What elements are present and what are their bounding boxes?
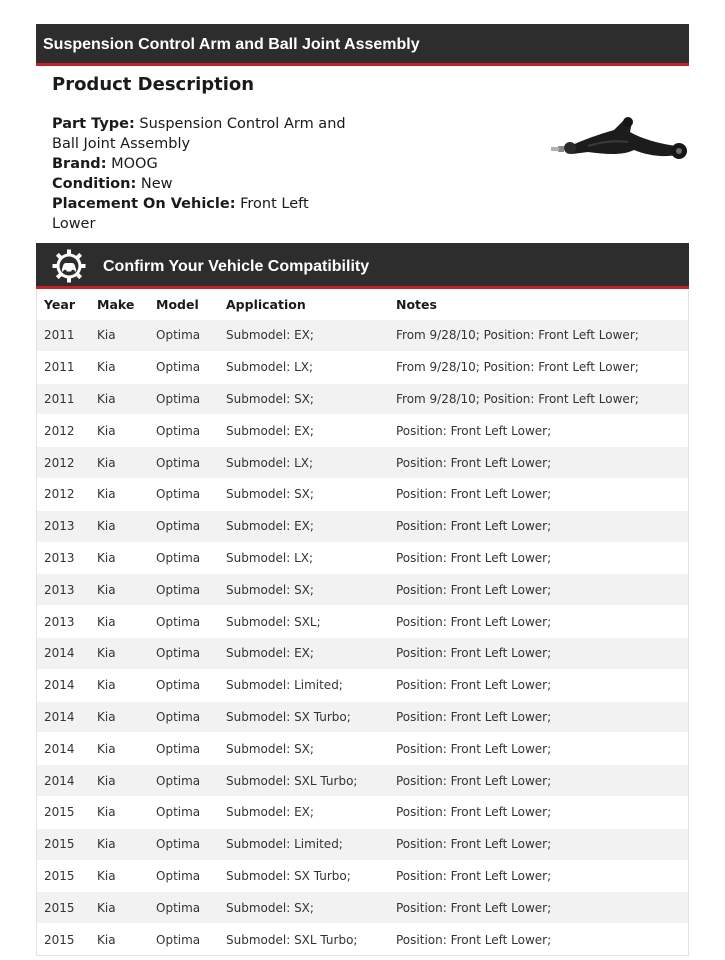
placement-line <box>52 194 352 234</box>
cell-year: 2015 <box>37 860 97 892</box>
description-list <box>52 114 352 234</box>
cell-make: Kia <box>97 383 156 415</box>
condition-label: Condition: <box>52 176 137 192</box>
cell-model: Optima <box>156 447 226 479</box>
cell-make: Kia <box>97 510 156 542</box>
cell-notes: From 9/28/10; Position: Front Left Lower; <box>396 320 688 352</box>
cell-notes: Position: Front Left Lower; <box>396 574 688 606</box>
table-row <box>37 637 688 669</box>
cell-application: Submodel: LX; <box>226 542 396 574</box>
cell-notes: Position: Front Left Lower; <box>396 860 688 892</box>
product-title-bar <box>36 24 689 66</box>
cell-model: Optima <box>156 637 226 669</box>
cell-notes: Position: Front Left Lower; <box>396 510 688 542</box>
cell-year: 2015 <box>37 796 97 828</box>
cell-application: Submodel: SX Turbo; <box>226 701 396 733</box>
product-title: Suspension Control Arm and Ball Joint Assembly <box>43 36 420 53</box>
cell-notes: Position: Front Left Lower; <box>396 796 688 828</box>
control-arm-image <box>548 110 688 174</box>
table-row <box>37 828 688 860</box>
cell-model: Optima <box>156 701 226 733</box>
cell-notes: From 9/28/10; Position: Front Left Lower; <box>396 351 688 383</box>
cell-model: Optima <box>156 669 226 701</box>
cell-year: 2014 <box>37 701 97 733</box>
cell-year: 2013 <box>37 510 97 542</box>
cell-make: Kia <box>97 574 156 606</box>
cell-year: 2014 <box>37 669 97 701</box>
col-application: Application <box>226 296 306 312</box>
col-model: Model <box>156 296 199 312</box>
cell-notes: Position: Front Left Lower; <box>396 733 688 765</box>
cell-notes: Position: Front Left Lower; <box>396 447 688 479</box>
cell-make: Kia <box>97 351 156 383</box>
cell-notes: Position: Front Left Lower; <box>396 637 688 669</box>
table-header-row <box>37 289 688 320</box>
table-row <box>37 892 688 924</box>
cell-make: Kia <box>97 320 156 352</box>
table-row <box>37 383 688 415</box>
cell-year: 2012 <box>37 478 97 510</box>
cell-year: 2014 <box>37 765 97 797</box>
cell-application: Submodel: Limited; <box>226 828 396 860</box>
cell-make: Kia <box>97 415 156 447</box>
cell-notes: Position: Front Left Lower; <box>396 542 688 574</box>
cell-year: 2011 <box>37 351 97 383</box>
cell-model: Optima <box>156 510 226 542</box>
cell-application: Submodel: EX; <box>226 320 396 352</box>
table-row <box>37 669 688 701</box>
part-type-line <box>52 114 352 154</box>
cell-make: Kia <box>97 765 156 797</box>
cell-application: Submodel: SX Turbo; <box>226 860 396 892</box>
cell-year: 2012 <box>37 415 97 447</box>
cell-year: 2011 <box>37 320 97 352</box>
cell-year: 2015 <box>37 828 97 860</box>
cell-application: Submodel: SX; <box>226 478 396 510</box>
cell-application: Submodel: SXL Turbo; <box>226 765 396 797</box>
table-row <box>37 765 688 797</box>
cell-application: Submodel: EX; <box>226 510 396 542</box>
cell-make: Kia <box>97 669 156 701</box>
col-year: Year <box>44 296 75 312</box>
cell-make: Kia <box>97 478 156 510</box>
cell-model: Optima <box>156 574 226 606</box>
condition-line <box>52 174 352 194</box>
cell-model: Optima <box>156 383 226 415</box>
table-row <box>37 320 688 352</box>
cell-model: Optima <box>156 542 226 574</box>
compatibility-header <box>36 243 689 289</box>
table-row <box>37 701 688 733</box>
cell-make: Kia <box>97 892 156 924</box>
description-heading: Product Description <box>52 74 255 95</box>
cell-year: 2011 <box>37 383 97 415</box>
cell-year: 2014 <box>37 637 97 669</box>
cell-model: Optima <box>156 924 226 955</box>
compatibility-title: Confirm Your Vehicle Compatibility <box>103 258 370 275</box>
cell-application: Submodel: EX; <box>226 415 396 447</box>
cell-notes: Position: Front Left Lower; <box>396 828 688 860</box>
table-row <box>37 447 688 479</box>
cell-make: Kia <box>97 860 156 892</box>
cell-make: Kia <box>97 733 156 765</box>
gear-car-icon <box>51 248 87 284</box>
table-row <box>37 924 688 955</box>
cell-model: Optima <box>156 796 226 828</box>
cell-make: Kia <box>97 796 156 828</box>
col-make: Make <box>97 296 135 312</box>
cell-application: Submodel: EX; <box>226 796 396 828</box>
part-type-value: Suspension Control Arm and Ball Joint Assembly <box>52 116 346 152</box>
cell-model: Optima <box>156 415 226 447</box>
cell-make: Kia <box>97 542 156 574</box>
cell-application: Submodel: SXL; <box>226 606 396 638</box>
cell-application: Submodel: SXL Turbo; <box>226 924 396 955</box>
brand-line <box>52 154 352 174</box>
cell-notes: From 9/28/10; Position: Front Left Lower; <box>396 383 688 415</box>
table-row <box>37 860 688 892</box>
table-row <box>37 733 688 765</box>
cell-notes: Position: Front Left Lower; <box>396 478 688 510</box>
table-row <box>37 542 688 574</box>
part-type-label: Part Type: <box>52 116 135 132</box>
cell-model: Optima <box>156 892 226 924</box>
cell-application: Submodel: SX; <box>226 574 396 606</box>
cell-year: 2015 <box>37 924 97 955</box>
cell-application: Submodel: LX; <box>226 447 396 479</box>
cell-notes: Position: Front Left Lower; <box>396 924 688 955</box>
cell-year: 2013 <box>37 574 97 606</box>
table-row <box>37 574 688 606</box>
cell-application: Submodel: SX; <box>226 733 396 765</box>
cell-make: Kia <box>97 447 156 479</box>
placement-label: Placement On Vehicle: <box>52 196 236 212</box>
cell-application: Submodel: SX; <box>226 892 396 924</box>
cell-application: Submodel: SX; <box>226 383 396 415</box>
cell-model: Optima <box>156 320 226 352</box>
table-row <box>37 796 688 828</box>
cell-notes: Position: Front Left Lower; <box>396 701 688 733</box>
cell-notes: Position: Front Left Lower; <box>396 606 688 638</box>
cell-year: 2013 <box>37 542 97 574</box>
cell-model: Optima <box>156 828 226 860</box>
cell-model: Optima <box>156 860 226 892</box>
cell-notes: Position: Front Left Lower; <box>396 415 688 447</box>
condition-value: New <box>140 176 173 192</box>
table-row <box>37 510 688 542</box>
cell-make: Kia <box>97 828 156 860</box>
table-row <box>37 606 688 638</box>
cell-make: Kia <box>97 637 156 669</box>
cell-make: Kia <box>97 924 156 955</box>
cell-model: Optima <box>156 765 226 797</box>
cell-year: 2012 <box>37 447 97 479</box>
cell-application: Submodel: LX; <box>226 351 396 383</box>
cell-make: Kia <box>97 701 156 733</box>
compatibility-table <box>36 289 689 956</box>
cell-year: 2015 <box>37 892 97 924</box>
cell-year: 2013 <box>37 606 97 638</box>
cell-model: Optima <box>156 478 226 510</box>
col-notes: Notes <box>396 296 437 312</box>
cell-application: Submodel: Limited; <box>226 669 396 701</box>
table-row <box>37 351 688 383</box>
cell-make: Kia <box>97 606 156 638</box>
cell-model: Optima <box>156 733 226 765</box>
cell-model: Optima <box>156 606 226 638</box>
table-row <box>37 478 688 510</box>
brand-value: MOOG <box>111 156 158 172</box>
cell-notes: Position: Front Left Lower; <box>396 765 688 797</box>
table-row <box>37 415 688 447</box>
cell-notes: Position: Front Left Lower; <box>396 892 688 924</box>
brand-label: Brand: <box>52 156 107 172</box>
placement-value: Front Left Lower <box>52 196 309 232</box>
cell-year: 2014 <box>37 733 97 765</box>
cell-application: Submodel: EX; <box>226 637 396 669</box>
cell-model: Optima <box>156 351 226 383</box>
cell-notes: Position: Front Left Lower; <box>396 669 688 701</box>
